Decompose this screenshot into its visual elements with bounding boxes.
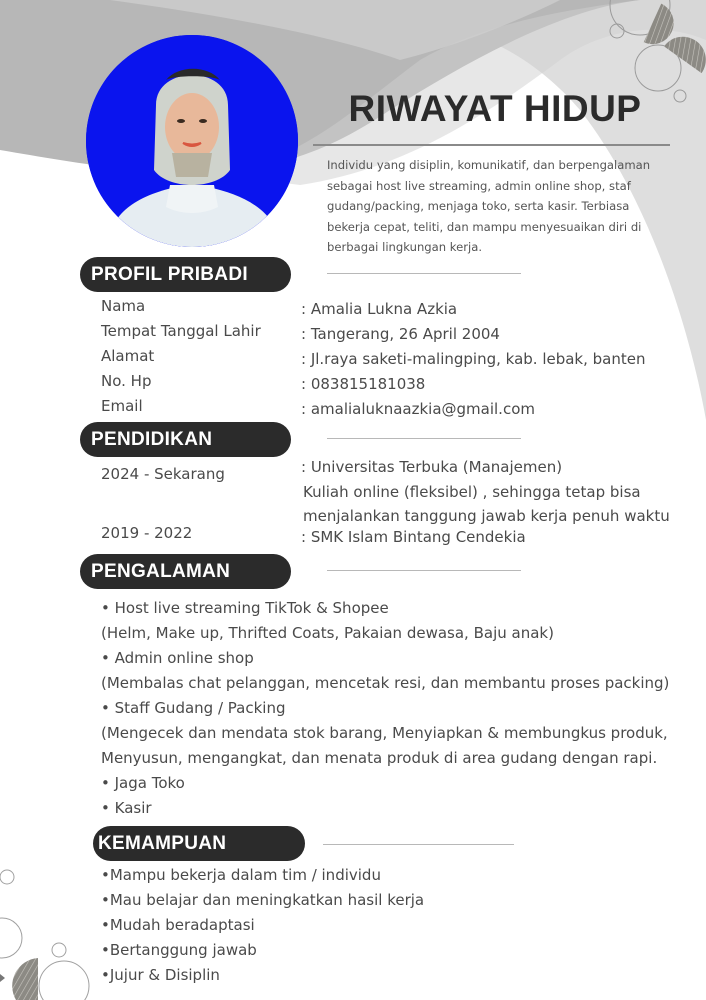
profil-value-email: : amalialuknaazkia@gmail.com: [301, 400, 535, 418]
pengalaman-line: • Host live streaming TikTok & Shopee: [101, 599, 389, 617]
summary-paragraph: [327, 155, 687, 258]
profil-value-nama: : Amalia Lukna Azkia: [301, 300, 458, 318]
pengalaman-line: • Admin online shop: [101, 649, 254, 667]
section-divider: [327, 273, 521, 274]
person-portrait-icon: [86, 35, 298, 247]
profil-value-alamat: : Jl.raya saketi-malingping, kab. lebak, banten: [301, 350, 646, 368]
skill-item: •Mau belajar dan meningkatkan hasil kerja: [101, 891, 425, 909]
pengalaman-line: (Membalas chat pelanggan, mencetak resi, dan membantu proses packing): [101, 674, 670, 692]
pengalaman-line: • Staff Gudang / Packing: [101, 699, 286, 717]
pendidikan-note: menjalankan tanggung jawab kerja penuh waktu: [303, 507, 670, 525]
summary-line: berbagai lingkungan kerja.: [327, 240, 483, 254]
skill-item: •Bertanggung jawab: [101, 941, 257, 959]
pendidikan-school: : SMK Islam Bintang Cendekia: [301, 528, 526, 546]
skill-item: •Jujur & Disiplin: [101, 966, 220, 984]
pendidikan-period: 2019 - 2022: [101, 524, 193, 542]
pengalaman-line: Menyusun, mengangkat, dan menata produk di area gudang dengan rapi.: [101, 749, 658, 767]
section-heading-pendidikan: PENDIDIKAN: [80, 422, 291, 457]
summary-line: bekerja cepat, teliti, dan mampu menyesuaikan diri di: [327, 219, 642, 234]
section-divider: [323, 844, 514, 845]
summary-line: gudang/packing, menjaga toko, serta kasir. Terbiasa: [327, 199, 630, 213]
section-divider: [327, 438, 521, 439]
profile-photo: [86, 35, 298, 247]
pendidikan-note: Kuliah online (fleksibel) , sehingga tetap bisa: [303, 483, 641, 501]
profil-value-ttl: : Tangerang, 26 April 2004: [301, 325, 500, 343]
skill-item: •Mampu bekerja dalam tim / individu: [101, 866, 381, 884]
profil-label-ttl: Tempat Tanggal Lahir: [101, 322, 261, 340]
pengalaman-line: • Jaga Toko: [101, 774, 185, 792]
profil-label-alamat: Alamat: [101, 347, 155, 365]
pengalaman-line: (Mengecek dan mendata stok barang, Menyiapkan & membungkus produk,: [101, 724, 668, 742]
pengalaman-line: (Helm, Make up, Thrifted Coats, Pakaian dewasa, Baju anak): [101, 624, 554, 642]
section-heading-pengalaman: PENGALAMAN: [80, 554, 291, 589]
section-divider: [327, 570, 521, 571]
skill-item: •Mudah beradaptasi: [101, 916, 255, 934]
summary-line: sebagai host live streaming, admin online shop, staf: [327, 178, 631, 193]
pendidikan-school: : Universitas Terbuka (Manajemen): [301, 458, 563, 476]
profil-value-hp: : 083815181038: [301, 375, 426, 393]
page-title: RIWAYAT HIDUP: [348, 88, 642, 129]
summary-line: Individu yang disiplin, komunikatif, dan berpengalaman: [327, 158, 651, 172]
profil-label-email: Email: [101, 397, 143, 415]
profil-label-hp: No. Hp: [101, 372, 152, 390]
profil-label-nama: Nama: [101, 297, 146, 315]
pendidikan-period: 2024 - Sekarang: [101, 465, 225, 483]
section-heading-profil: PROFIL PRIBADI: [80, 257, 291, 292]
pengalaman-line: • Kasir: [101, 799, 152, 817]
section-heading-kemampuan: KEMAMPUAN: [93, 826, 305, 861]
title-divider: [313, 144, 670, 146]
